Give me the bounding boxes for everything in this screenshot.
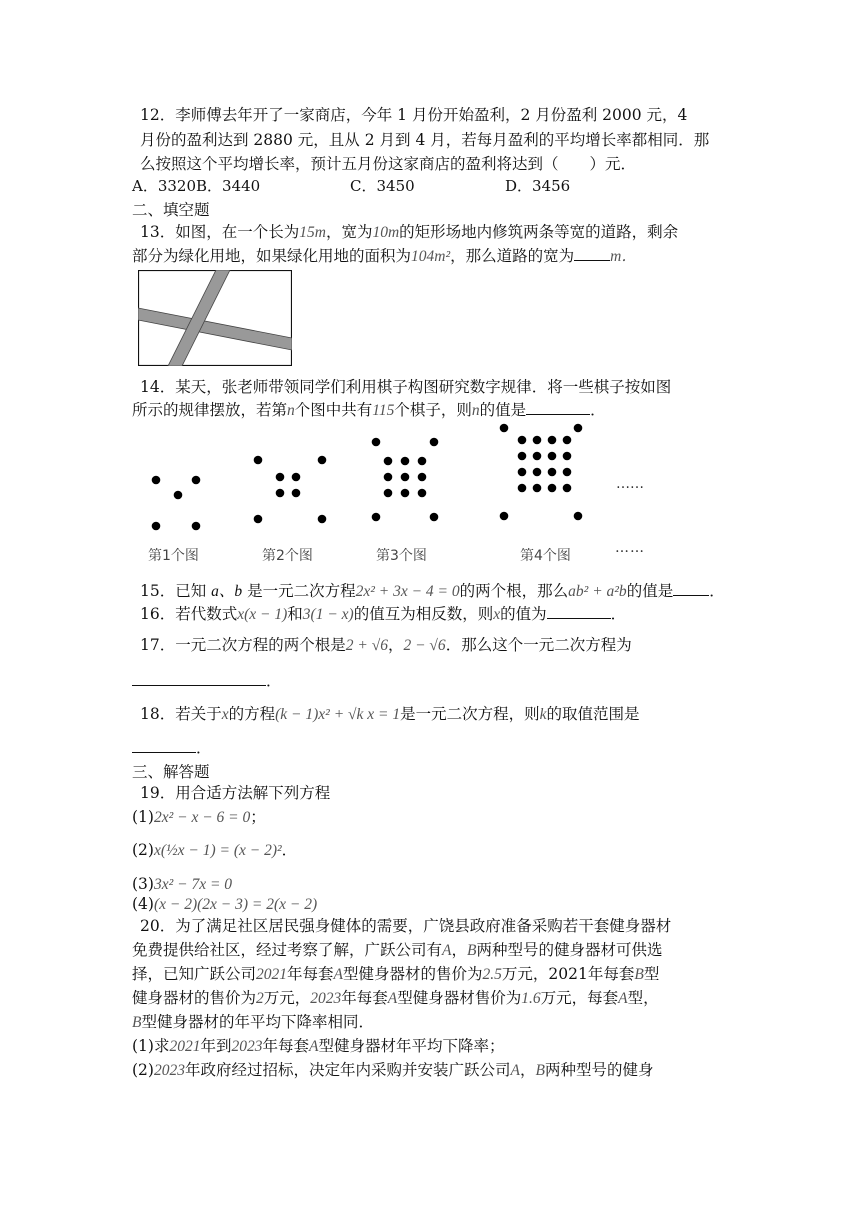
q13-line1: 13．如图，在一个长为15m，宽为10m的矩形场地内修筑两条等宽的道路，剩余 [140, 223, 679, 241]
caption-figure-4: 第4个图 [520, 548, 571, 564]
q20-line1: 20．为了满足社区居民强身健体的需要，广饶县政府准备采购若干套健身器材 [140, 917, 672, 935]
q20-line4: 健身器材的售价为2万元，2023年每套A型健身器材售价为1.6万元，每套A型， [132, 989, 659, 1007]
q20-line3: 择，已知广跃公司2021年每套A型健身器材的售价为2.5万元，2021年每套B型 [132, 965, 660, 983]
answer-blank[interactable] [547, 604, 611, 619]
answer-blank[interactable] [574, 246, 610, 261]
q12-option-b: B．3440 [196, 177, 261, 195]
answer-blank[interactable] [526, 400, 590, 415]
q14-line2: 所示的规律摆放，若第n个图中共有115个棋子，则n的值是 ． [132, 401, 606, 419]
q19-part-4: (4)(x − 2)(2x − 3) = 2(x − 2) [132, 895, 318, 913]
q19-part-2: (2)x(½x − 1) = (x − 2)²． [132, 841, 298, 859]
pattern-figure-1 [152, 476, 201, 531]
q12-option-c: C．3450 [350, 177, 415, 195]
caption-figure-2: 第2个图 [262, 548, 313, 564]
q15-line: 15．已知 a、b 是一元二次方程2x² + 3x − 4 = 0的两个根，那么ab² + a²b的值是 ． [140, 582, 725, 600]
section-heading-solve: 三、解答题 [132, 763, 210, 781]
q20-line2: 免费提供给社区，经过考察了解，广跃公司有A，B两种型号的健身器材可供选 [132, 941, 663, 959]
caption-ellipsis: …… [615, 540, 645, 556]
q13-field-diagram [138, 270, 292, 366]
caption-figure-3: 第3个图 [376, 548, 427, 564]
caption-figure-1: 第1个图 [148, 548, 199, 564]
q12-option-a: A．3320 [132, 177, 197, 195]
q14-chess-pattern [140, 418, 660, 533]
pattern-ellipsis: …… [616, 476, 644, 492]
q20-sub-1: (1)求2021年到2023年每套A型健身器材年平均下降率； [132, 1037, 505, 1055]
q17-line: 17．一元二次方程的两个根是2 + √6，2 − √6．那么这个一元二次方程为 [140, 636, 632, 654]
q14-line1: 14．某天，张老师带领同学们利用棋子构图研究数字规律．将一些棋子按如图 [140, 378, 672, 396]
q18-line: 18．若关于x的方程(k − 1)x² + √k x = 1是一元二次方程，则k的取值范围是 [140, 705, 640, 723]
answer-blank[interactable] [132, 738, 196, 753]
section-heading-fill-blank: 二、填空题 [132, 201, 210, 219]
q19-title: 19．用合适方法解下列方程 [140, 784, 331, 802]
answer-blank[interactable] [673, 581, 709, 596]
q20-line5: B型健身器材的年平均下降率相同． [132, 1013, 374, 1031]
pattern-figure-2 [254, 456, 327, 524]
q12-line3: 么按照这个平均增长率，预计五月份这家商店的盈利将达到（ ）元． [140, 155, 637, 173]
q13-line2: 部分为绿化用地，如果绿化用地的面积为104m²，那么道路的宽为 m． [132, 247, 637, 265]
q12-line2: 月份的盈利达到 2880 元，且从 2 月到 4 月，若每月盈利的平均增长率都相同．那 [140, 131, 710, 149]
q12-option-d: D．3456 [505, 177, 571, 195]
pattern-figure-3 [372, 438, 439, 522]
q19-part-1: (1)2x² − x − 6 = 0； [132, 808, 266, 826]
pattern-figure-4 [500, 424, 583, 521]
q18-answer-line: ． [132, 737, 212, 759]
q20-sub-2: (2)2023年政府经过招标，决定年内采购并安装广跃公司A，B两种型号的健身 [132, 1061, 654, 1079]
q16-line: 16．若代数式x(x − 1)和3(1 − x)的值互为相反数，则x的值为 ． [140, 605, 627, 623]
answer-blank[interactable] [132, 671, 266, 686]
q12-line1: 12．李师傅去年开了一家商店，今年 1 月份开始盈利，2 月份盈利 2000 元，4 [140, 106, 688, 124]
q19-part-3: (3)3x² − 7x = 0 [132, 875, 233, 893]
q17-answer-line: ． [132, 670, 282, 692]
